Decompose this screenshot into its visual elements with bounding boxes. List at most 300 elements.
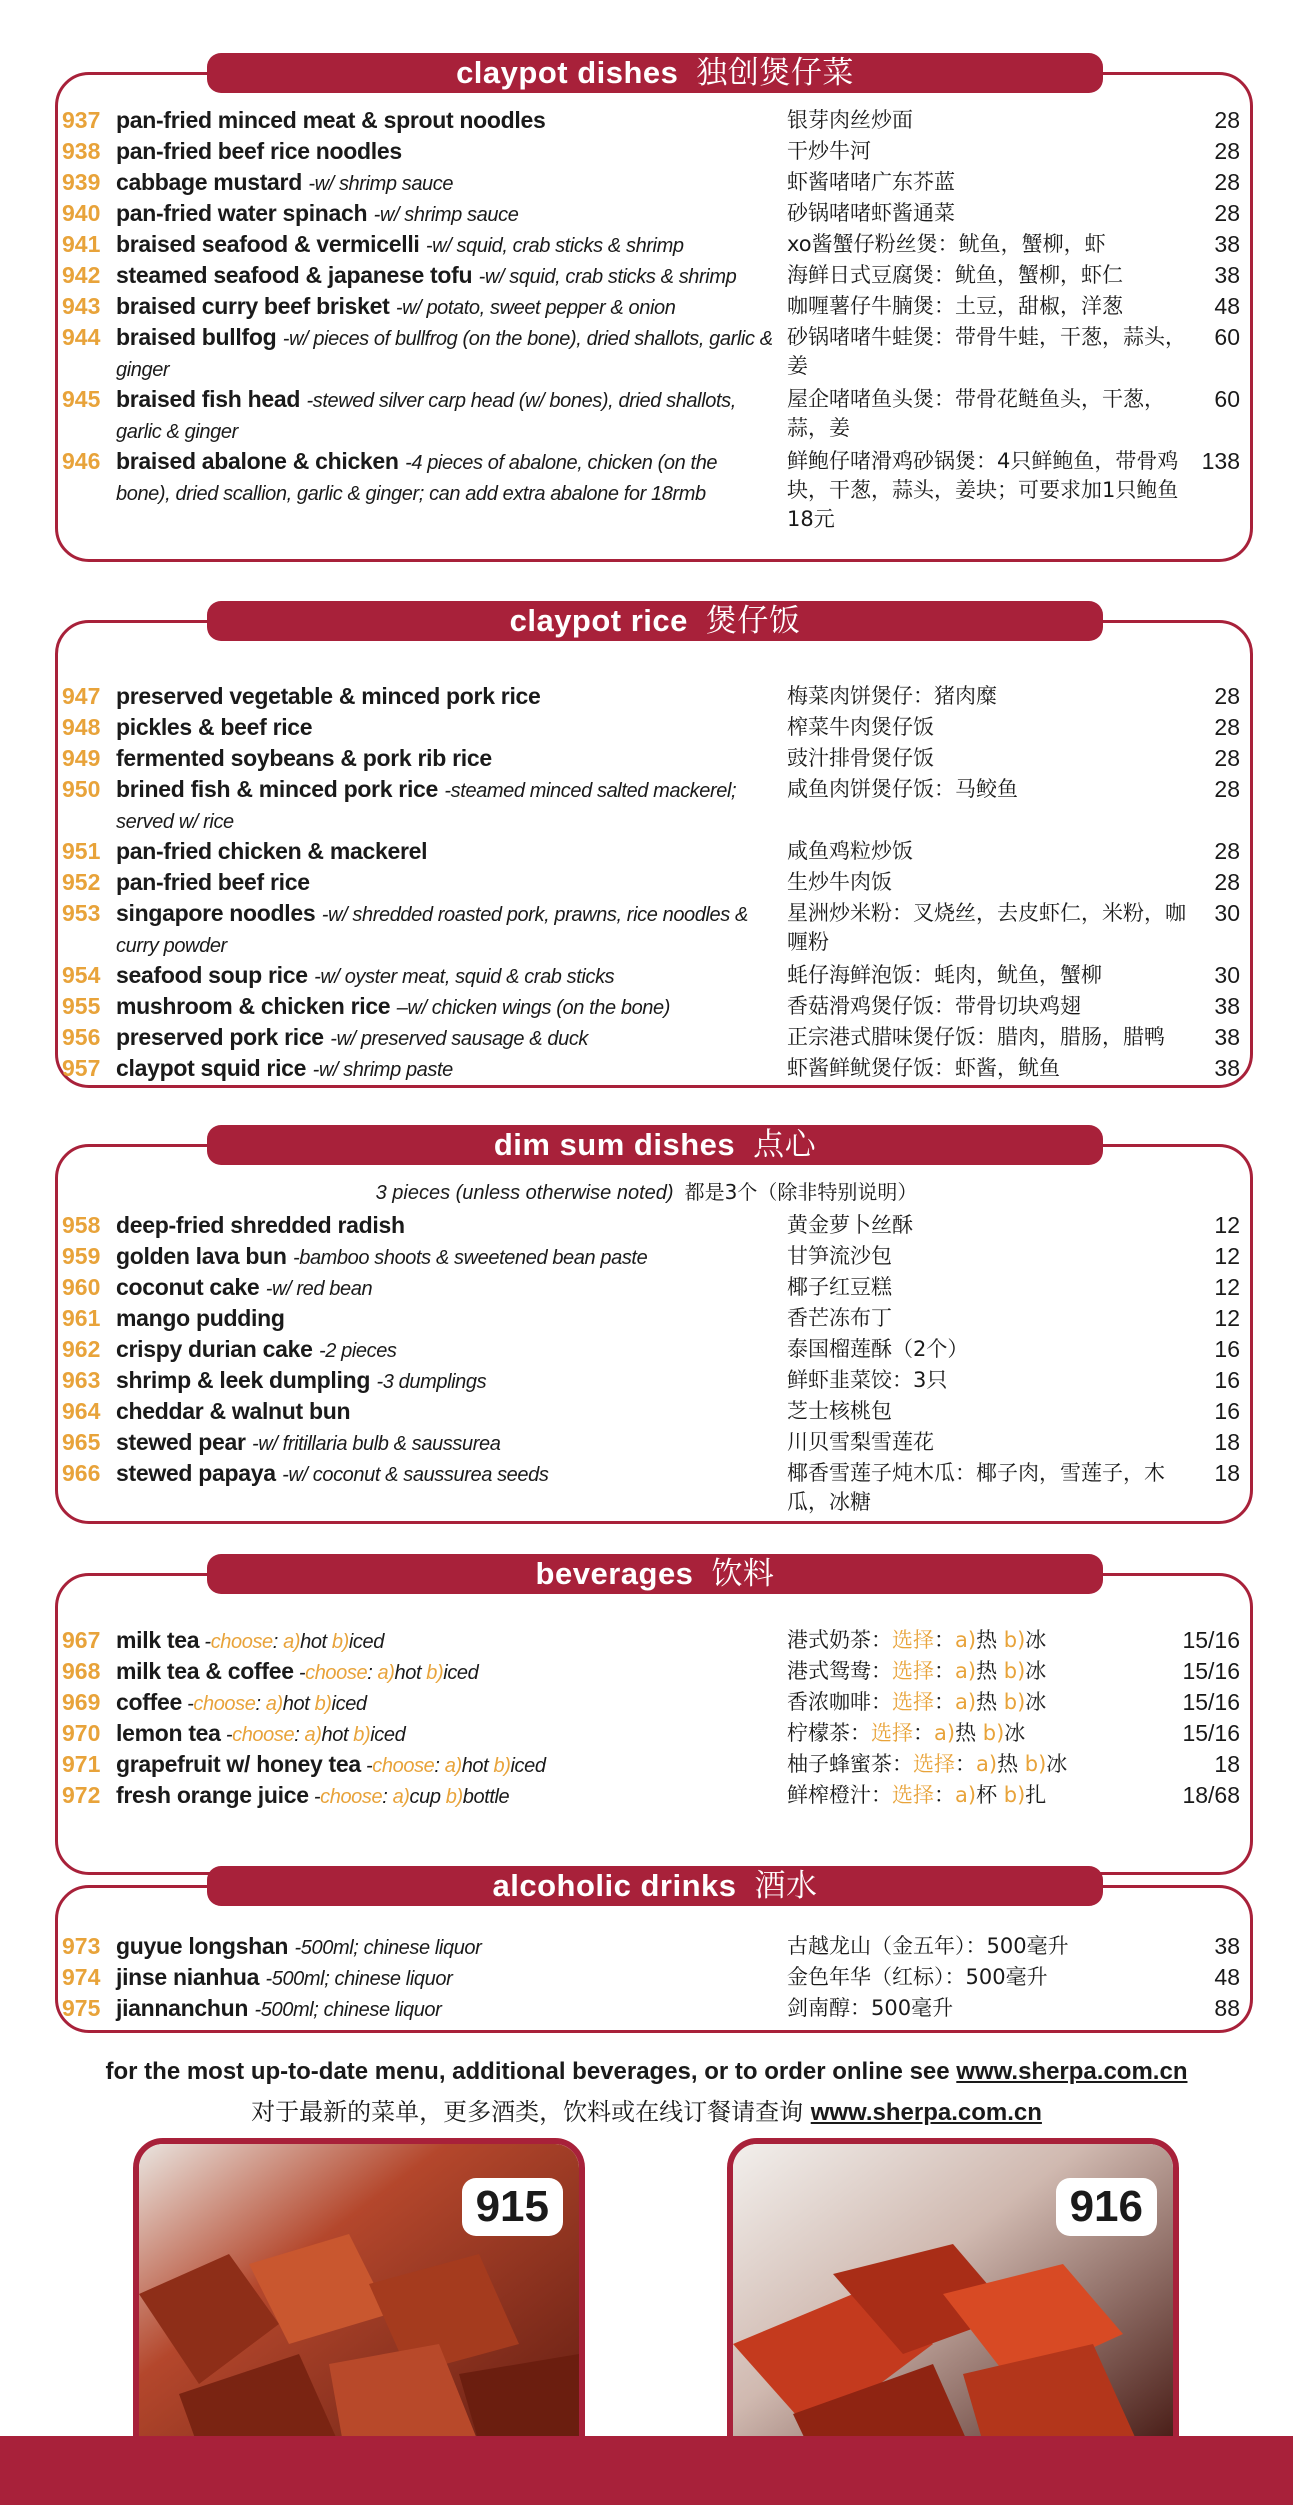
website-link-zh[interactable]: www.sherpa.com.cn — [810, 2099, 1042, 2126]
option-marker: b) — [426, 1662, 444, 1684]
option-marker: b) — [445, 1786, 463, 1808]
item-price: 12 — [1214, 1212, 1240, 1238]
item-description: -w/ shredded roasted pork, prawns, rice noodles & curry powder — [116, 904, 748, 957]
item-name: braised fish head — [116, 386, 301, 412]
item-price: 28 — [1214, 838, 1240, 864]
option-a: hot — [461, 1755, 489, 1777]
item-chinese: 鲜榨橙汁：选择：a)杯 b)扎 — [787, 1783, 1047, 1807]
item-options: -choose: a)cup b)bottle — [308, 1786, 510, 1808]
item-chinese-name: 港式奶茶 — [787, 1628, 871, 1652]
item-english — [116, 1994, 776, 2025]
item-description: -w/ pieces of bullfrog (on the bone), dried shallots, garlic & ginger — [116, 328, 773, 381]
item-english — [116, 230, 776, 261]
option-b-zh: 冰 — [1025, 1628, 1047, 1652]
item-chinese: xo酱蟹仔粉丝煲：鱿鱼，蟹柳，虾 — [787, 232, 1106, 256]
dish-number-badge: 916 — [1056, 2178, 1157, 2236]
menu-item-row — [62, 1428, 1252, 1459]
option-b: bottle — [462, 1786, 510, 1808]
item-number: 959 — [62, 1243, 101, 1269]
menu-item-row — [62, 1459, 1252, 1514]
item-name: crispy durian cake — [116, 1336, 313, 1362]
item-chinese: 生炒牛肉饭 — [787, 870, 892, 894]
item-chinese: 椰香雪莲子炖木瓜：椰子肉，雪莲子，木瓜，冰糖 — [787, 1461, 1165, 1514]
item-chinese: 芝士核桃包 — [787, 1399, 892, 1423]
item-chinese: 虾酱鲜鱿煲仔饭：虾酱，鱿鱼 — [787, 1056, 1060, 1080]
item-chinese: 柠檬茶：选择：a)热 b)冰 — [787, 1721, 1026, 1745]
option-a: cup — [409, 1786, 441, 1808]
item-name: stewed papaya — [116, 1460, 276, 1486]
item-chinese: 砂锅啫啫虾酱通菜 — [787, 201, 955, 225]
item-number: 948 — [62, 714, 101, 740]
item-number: 953 — [62, 900, 101, 926]
menu-item-row — [62, 292, 1252, 323]
item-english — [116, 1304, 776, 1335]
choose-label-zh: 选择 — [892, 1628, 934, 1652]
choose-label-zh: 选择 — [913, 1752, 955, 1776]
item-chinese: 剑南醇：500毫升 — [787, 1996, 954, 2020]
item-number: 966 — [62, 1460, 101, 1486]
item-number: 960 — [62, 1274, 101, 1300]
menu-item-row — [62, 1304, 1252, 1335]
item-description: -w/ squid, crab sticks & shrimp — [478, 266, 737, 288]
website-link[interactable]: www.sherpa.com.cn — [956, 2058, 1188, 2085]
choose-label: choose — [232, 1724, 295, 1746]
item-number: 942 — [62, 262, 101, 288]
item-english — [116, 775, 776, 837]
menu-item-row — [62, 992, 1252, 1023]
item-price: 28 — [1214, 869, 1240, 895]
menu-item-row — [62, 744, 1252, 775]
item-name: jinse nianhua — [116, 1964, 260, 1990]
item-chinese: 香菇滑鸡煲仔饭：带骨切块鸡翅 — [787, 994, 1081, 1018]
option-b-zh: 冰 — [1025, 1690, 1047, 1714]
item-name: braised curry beef brisket — [116, 293, 390, 319]
item-english — [116, 713, 776, 744]
option-marker: a) — [976, 1752, 998, 1776]
option-a-zh: 热 — [976, 1628, 998, 1652]
option-marker: a) — [392, 1786, 410, 1808]
item-number: 957 — [62, 1055, 101, 1081]
claypot-rice-list — [62, 682, 1252, 1085]
option-b: iced — [370, 1724, 406, 1746]
item-number: 965 — [62, 1429, 101, 1455]
item-description: -w/ preserved sausage & duck — [330, 1028, 589, 1050]
item-english — [116, 1428, 776, 1459]
item-price: 28 — [1214, 683, 1240, 709]
item-english — [116, 992, 776, 1023]
item-english — [116, 1459, 776, 1490]
item-price: 38 — [1214, 1024, 1240, 1050]
option-b-zh: 冰 — [1025, 1659, 1047, 1683]
option-a-zh: 热 — [976, 1690, 998, 1714]
item-chinese: 干炒牛河 — [787, 139, 871, 163]
item-number: 944 — [62, 324, 101, 350]
option-marker: a) — [955, 1783, 977, 1807]
menu-item-row — [62, 961, 1252, 992]
menu-item-row — [62, 1963, 1252, 1994]
item-chinese: 榨菜牛肉煲仔饭 — [787, 715, 934, 739]
claypot-dishes-banner: claypot dishes 独创煲仔菜 — [207, 53, 1103, 93]
item-english — [116, 1242, 776, 1273]
item-description: -w/ squid, crab sticks & shrimp — [425, 235, 684, 257]
item-name: guyue longshan — [116, 1933, 289, 1959]
option-b: iced — [331, 1693, 367, 1715]
item-name: jiannanchun — [116, 1995, 249, 2021]
menu-item-row — [62, 168, 1252, 199]
menu-item-row — [62, 1994, 1252, 2025]
item-description: -w/ shrimp sauce — [308, 173, 454, 195]
item-price: 18 — [1214, 1429, 1240, 1455]
item-english — [116, 1211, 776, 1242]
item-options: -choose: a)hot b)iced — [360, 1755, 546, 1777]
menu-item-row — [62, 1211, 1252, 1242]
item-number: 941 — [62, 231, 101, 257]
menu-item-row — [62, 1054, 1252, 1085]
item-number: 971 — [62, 1751, 101, 1777]
menu-item-row — [62, 1750, 1252, 1781]
item-chinese: 港式鸳鸯：选择：a)热 b)冰 — [787, 1659, 1047, 1683]
option-marker: a) — [265, 1693, 283, 1715]
item-price: 28 — [1214, 138, 1240, 164]
item-name: claypot squid rice — [116, 1055, 307, 1081]
item-english — [116, 199, 776, 230]
option-marker: b) — [1003, 1690, 1026, 1714]
item-description: -steamed minced salted mackerel; served w/ rice — [116, 780, 737, 833]
item-number: 937 — [62, 107, 101, 133]
item-name: cabbage mustard — [116, 169, 302, 195]
item-description: -500ml; chinese liquor — [294, 1937, 482, 1959]
menu-item-row — [62, 447, 1252, 531]
item-number: 958 — [62, 1212, 101, 1238]
option-a: hot — [300, 1631, 327, 1653]
option-marker: b) — [493, 1755, 511, 1777]
item-name: shrimp & leek dumpling — [116, 1367, 371, 1393]
item-description: -500ml; chinese liquor — [254, 1999, 442, 2021]
menu-item-row — [62, 1335, 1252, 1366]
item-price: 38 — [1214, 231, 1240, 257]
item-name: milk tea — [116, 1627, 200, 1653]
item-number: 970 — [62, 1720, 101, 1746]
item-price: 38 — [1214, 1933, 1240, 1959]
item-description: -w/ shrimp sauce — [373, 204, 519, 226]
dim-sum-list — [62, 1211, 1252, 1514]
item-english — [116, 1626, 776, 1657]
menu-item-row — [62, 775, 1252, 837]
option-b: iced — [348, 1631, 384, 1653]
item-name: pan-fried beef rice — [116, 869, 310, 895]
item-english — [116, 1397, 776, 1428]
choose-label: choose — [320, 1786, 383, 1808]
item-price: 38 — [1214, 262, 1240, 288]
item-english — [116, 837, 776, 868]
item-price: 60 — [1214, 386, 1240, 412]
item-chinese: 泰国榴莲酥（2个） — [787, 1337, 969, 1361]
dish-photo-915 — [133, 2138, 585, 2483]
item-name: mango pudding — [116, 1305, 285, 1331]
option-marker: a) — [377, 1662, 395, 1684]
dim-sum-banner: dim sum dishes 点心 — [207, 1125, 1103, 1165]
item-price: 15/16 — [1182, 1689, 1240, 1715]
item-english — [116, 961, 776, 992]
item-name: preserved pork rice — [116, 1024, 324, 1050]
item-english — [116, 106, 776, 137]
item-number: 963 — [62, 1367, 101, 1393]
item-price: 48 — [1214, 1964, 1240, 1990]
bottom-bar — [0, 2436, 1293, 2505]
alcoholic-banner: alcoholic drinks 酒水 — [207, 1866, 1103, 1906]
item-name: singapore noodles — [116, 900, 316, 926]
item-number: 967 — [62, 1627, 101, 1653]
item-english — [116, 1932, 776, 1963]
menu-item-row — [62, 682, 1252, 713]
option-marker: a) — [283, 1631, 301, 1653]
item-english — [116, 1657, 776, 1688]
item-chinese: 古越龙山（金五年）：500毫升 — [787, 1934, 1069, 1958]
item-number: 945 — [62, 386, 101, 412]
item-chinese-name: 鲜榨橙汁 — [787, 1783, 871, 1807]
item-price: 138 — [1201, 448, 1240, 474]
item-english — [116, 1750, 776, 1781]
item-name: pan-fried chicken & mackerel — [116, 838, 428, 864]
item-options: -choose: a)hot b)iced — [220, 1724, 406, 1746]
item-english — [116, 1719, 776, 1750]
alcoholic-list — [62, 1932, 1252, 2025]
option-b-zh: 冰 — [1004, 1721, 1026, 1745]
footer-line-zh: 对于最新的菜单，更多酒类，饮料或在线订餐请查询 www.sherpa.com.cn — [251, 2098, 1042, 2126]
item-chinese: 银芽肉丝炒面 — [787, 108, 913, 132]
item-description: -500ml; chinese liquor — [265, 1968, 453, 1990]
item-number: 940 — [62, 200, 101, 226]
menu-item-row — [62, 1781, 1252, 1812]
item-description: -2 pieces — [318, 1340, 397, 1362]
option-marker: a) — [444, 1755, 462, 1777]
item-number: 972 — [62, 1782, 101, 1808]
item-english — [116, 1273, 776, 1304]
item-description: -w/ fritillaria bulb & saussurea — [252, 1433, 501, 1455]
option-b-zh: 冰 — [1046, 1752, 1068, 1776]
item-chinese: 咸鱼鸡粒炒饭 — [787, 839, 913, 863]
item-number: 968 — [62, 1658, 101, 1684]
option-marker: b) — [1003, 1628, 1026, 1652]
menu-item-row — [62, 1242, 1252, 1273]
choose-label: choose — [193, 1693, 256, 1715]
item-name: pan-fried minced meat & sprout noodles — [116, 107, 546, 133]
item-number: 973 — [62, 1933, 101, 1959]
dish-photo-916 — [727, 2138, 1179, 2483]
menu-item-row — [62, 385, 1252, 447]
item-price: 88 — [1214, 1995, 1240, 2021]
footer-line-en: for the most up-to-date menu, additional beverages, or to order online see www.sherpa.com.cn — [105, 2058, 1188, 2085]
menu-item-row — [62, 199, 1252, 230]
item-price: 12 — [1214, 1305, 1240, 1331]
item-price: 12 — [1214, 1274, 1240, 1300]
beverages-banner: beverages 饮料 — [207, 1554, 1103, 1594]
option-marker: a) — [955, 1628, 977, 1652]
item-options: -choose: a)hot b)iced — [293, 1662, 479, 1684]
item-price: 15/16 — [1182, 1658, 1240, 1684]
item-name: grapefruit w/ honey tea — [116, 1751, 361, 1777]
item-price: 60 — [1214, 324, 1240, 350]
item-number: 962 — [62, 1336, 101, 1362]
item-price: 18 — [1214, 1751, 1240, 1777]
item-price: 48 — [1214, 293, 1240, 319]
menu-item-row — [62, 713, 1252, 744]
option-a-zh: 热 — [997, 1752, 1019, 1776]
choose-label: choose — [305, 1662, 368, 1684]
item-english — [116, 137, 776, 168]
item-english — [116, 1335, 776, 1366]
item-chinese: 鲜鲍仔啫滑鸡砂锅煲：4只鲜鲍鱼，带骨鸡块，干葱，蒜头，姜块；可要求加1只鲍鱼18元 — [787, 449, 1179, 531]
option-marker: b) — [1024, 1752, 1047, 1776]
option-a-zh: 热 — [976, 1659, 998, 1683]
item-english — [116, 682, 776, 713]
item-name: brined fish & minced pork rice — [116, 776, 439, 802]
item-price: 12 — [1214, 1243, 1240, 1269]
item-chinese: 梅菜肉饼煲仔：猪肉糜 — [787, 684, 997, 708]
item-name: coconut cake — [116, 1274, 260, 1300]
claypot-rice-banner: claypot rice 煲仔饭 — [207, 601, 1103, 641]
item-chinese: 咖喱薯仔牛腩煲：土豆，甜椒，洋葱 — [787, 294, 1123, 318]
item-number: 949 — [62, 745, 101, 771]
item-english — [116, 385, 776, 447]
menu-item-row — [62, 261, 1252, 292]
menu-item-row — [62, 106, 1252, 137]
option-a: hot — [394, 1662, 422, 1684]
menu-item-row — [62, 1397, 1252, 1428]
menu-item-row — [62, 1719, 1252, 1750]
item-english — [116, 261, 776, 292]
menu-item-row — [62, 837, 1252, 868]
item-description: -4 pieces of abalone, chicken (on the bone), dried scallion, garlic & ginger; can add extra abalone for 18rmb — [116, 452, 718, 505]
item-price: 28 — [1214, 107, 1240, 133]
item-english — [116, 292, 776, 323]
item-name: deep-fried shredded radish — [116, 1212, 405, 1238]
item-chinese-name: 柠檬茶 — [787, 1721, 850, 1745]
item-price: 16 — [1214, 1336, 1240, 1362]
item-number: 947 — [62, 683, 101, 709]
item-name: mushroom & chicken rice — [116, 993, 391, 1019]
item-price: 30 — [1214, 962, 1240, 988]
item-options: -choose: a)hot b)iced — [199, 1631, 384, 1653]
item-price: 15/16 — [1182, 1627, 1240, 1653]
claypot-dishes-list — [62, 106, 1252, 531]
item-description: -w/ shrimp paste — [312, 1059, 453, 1081]
item-price: 16 — [1214, 1367, 1240, 1393]
item-english — [116, 1781, 776, 1812]
item-number: 950 — [62, 776, 101, 802]
item-number: 938 — [62, 138, 101, 164]
item-english — [116, 1023, 776, 1054]
item-number: 943 — [62, 293, 101, 319]
item-price: 28 — [1214, 776, 1240, 802]
item-number: 955 — [62, 993, 101, 1019]
item-chinese-name: 柚子蜂蜜茶 — [787, 1752, 892, 1776]
item-price: 28 — [1214, 200, 1240, 226]
choose-label-zh: 选择 — [892, 1659, 934, 1683]
item-description: -bamboo shoots & sweetened bean paste — [292, 1247, 648, 1269]
menu-item-row — [62, 137, 1252, 168]
item-number: 946 — [62, 448, 101, 474]
item-english — [116, 1054, 776, 1085]
item-chinese: 香芒冻布丁 — [787, 1306, 892, 1330]
item-chinese: 海鲜日式豆腐煲：鱿鱼，蟹柳，虾仁 — [787, 263, 1123, 287]
item-name: coffee — [116, 1689, 182, 1715]
item-description: -w/ potato, sweet pepper & onion — [395, 297, 676, 319]
menu-item-row — [62, 1688, 1252, 1719]
item-english — [116, 323, 776, 385]
item-price: 28 — [1214, 745, 1240, 771]
item-name: braised seafood & vermicelli — [116, 231, 420, 257]
item-description: -stewed silver carp head (w/ bones), dried shallots, garlic & ginger — [116, 390, 736, 443]
menu-item-row — [62, 1366, 1252, 1397]
item-chinese: 屋企啫啫鱼头煲：带骨花鲢鱼头，干葱，蒜，姜 — [787, 387, 1165, 440]
item-chinese: 豉汁排骨煲仔饭 — [787, 746, 934, 770]
item-english — [116, 899, 776, 961]
option-marker: b) — [314, 1693, 332, 1715]
item-price: 30 — [1214, 900, 1240, 926]
item-name: pan-fried water spinach — [116, 200, 368, 226]
option-marker: a) — [304, 1724, 322, 1746]
item-name: stewed pear — [116, 1429, 246, 1455]
item-price: 28 — [1214, 714, 1240, 740]
item-name: seafood soup rice — [116, 962, 308, 988]
item-chinese: 港式奶茶：选择：a)热 b)冰 — [787, 1628, 1047, 1652]
item-chinese: 香浓咖啡：选择：a)热 b)冰 — [787, 1690, 1047, 1714]
item-chinese: 川贝雪梨雪莲花 — [787, 1430, 934, 1454]
item-name: braised abalone & chicken — [116, 448, 399, 474]
item-chinese: 鲜虾韭菜饺：3只 — [787, 1368, 948, 1392]
item-name: milk tea & coffee — [116, 1658, 294, 1684]
menu-item-row — [62, 1273, 1252, 1304]
choose-label-zh: 选择 — [892, 1690, 934, 1714]
menu-item-row — [62, 1657, 1252, 1688]
item-english — [116, 1688, 776, 1719]
option-marker: b) — [1003, 1659, 1026, 1683]
item-price: 18/68 — [1182, 1782, 1240, 1808]
option-marker: b) — [982, 1721, 1005, 1745]
choose-label-zh: 选择 — [892, 1783, 934, 1807]
option-b: iced — [443, 1662, 479, 1684]
menu-item-row — [62, 1023, 1252, 1054]
item-chinese-name: 香浓咖啡 — [787, 1690, 871, 1714]
option-marker: b) — [1003, 1783, 1026, 1807]
item-number: 975 — [62, 1995, 101, 2021]
item-chinese: 正宗港式腊味煲仔饭：腊肉，腊肠，腊鸭 — [787, 1025, 1165, 1049]
item-name: fermented soybeans & pork rib rice — [116, 745, 492, 771]
item-chinese: 星洲炒米粉：叉烧丝，去皮虾仁，米粉，咖喱粉 — [787, 901, 1186, 954]
item-name: steamed seafood & japanese tofu — [116, 262, 473, 288]
option-marker: a) — [955, 1690, 977, 1714]
item-price: 28 — [1214, 169, 1240, 195]
menu-item-row — [62, 868, 1252, 899]
item-name: pickles & beef rice — [116, 714, 313, 740]
menu-item-row — [62, 1626, 1252, 1657]
item-description: -w/ oyster meat, squid & crab sticks — [314, 966, 615, 988]
item-chinese: 砂锅啫啫牛蛙煲：带骨牛蛙，干葱，蒜头，姜 — [787, 325, 1186, 378]
option-a: hot — [282, 1693, 310, 1715]
item-price: 38 — [1214, 993, 1240, 1019]
option-marker: b) — [331, 1631, 349, 1653]
item-chinese: 虾酱啫啫广东芥蓝 — [787, 170, 955, 194]
item-english — [116, 1963, 776, 1994]
item-chinese: 柚子蜂蜜茶：选择：a)热 b)冰 — [787, 1752, 1068, 1776]
item-name: cheddar & walnut bun — [116, 1398, 351, 1424]
choose-label-zh: 选择 — [871, 1721, 913, 1745]
item-english — [116, 868, 776, 899]
menu-item-row — [62, 899, 1252, 961]
item-chinese-name: 港式鸳鸯 — [787, 1659, 871, 1683]
item-chinese: 蚝仔海鲜泡饭：蚝肉，鱿鱼，蟹柳 — [787, 963, 1102, 987]
